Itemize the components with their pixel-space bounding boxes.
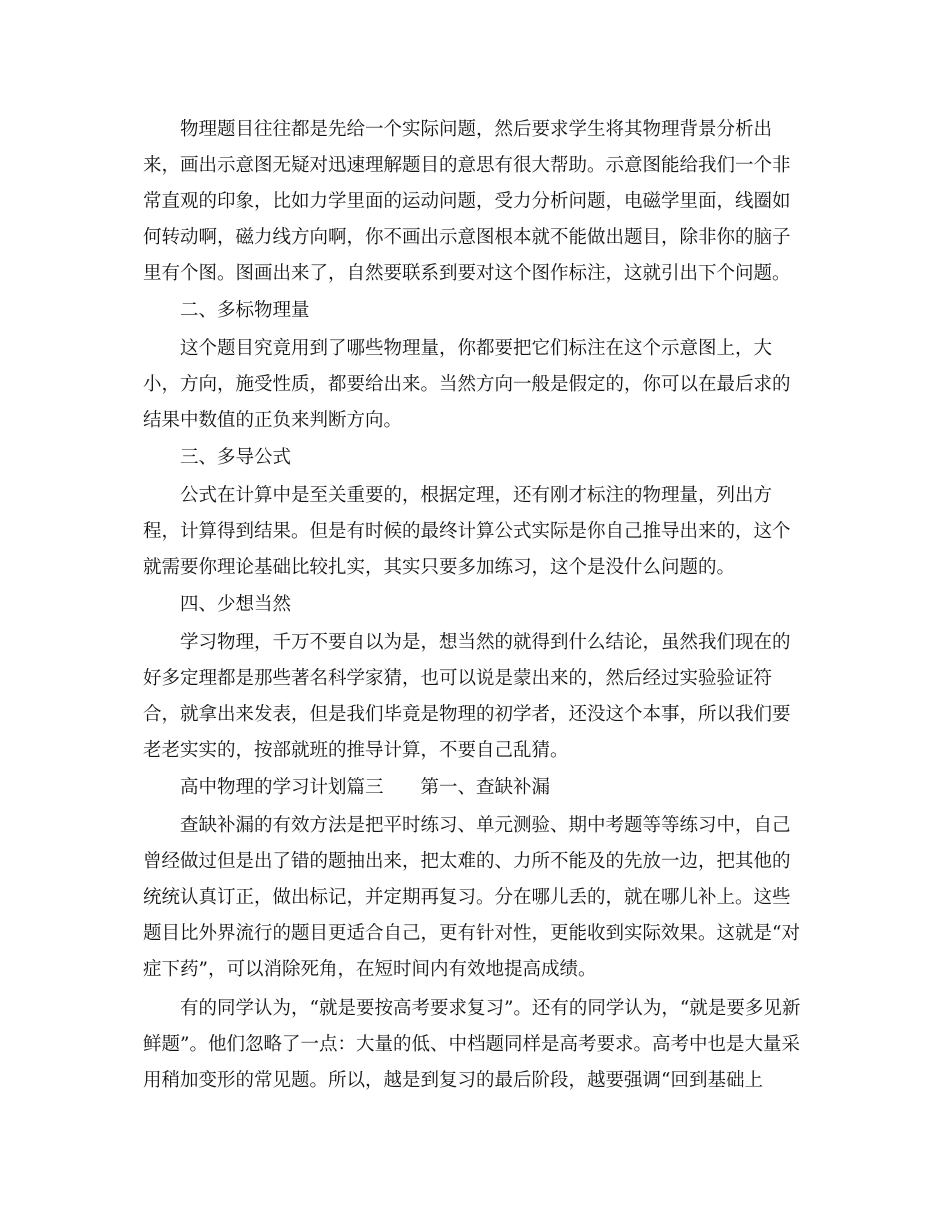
section-heading: 四、少想当然 — [180, 594, 292, 615]
paragraph-line: 来，画出示意图无疑对迅速理解题目的意思有很大帮助。示意图能给我们一个非 — [143, 155, 791, 176]
paragraph-line: 物理题目往往都是先给一个实际问题，然后要求学生将其物理背景分析出 — [180, 119, 773, 140]
paragraph-line: 学习物理，千万不要自以为是，想当然的就得到什么结论，虽然我们现在的 — [180, 632, 791, 653]
paragraph-line: 程，计算得到结果。但是有时候的最终计算公式实际是你自己推导出来的，这个 — [143, 521, 791, 542]
paragraph-line: 小，方向，施受性质，都要给出来。当然方向一般是假定的，你可以在最后求的 — [143, 374, 791, 395]
paragraph-line: 用稍加变形的常见题。所以，越是到复习的最后阶段，越要强调“回到基础上 — [143, 1070, 763, 1091]
paragraph-line: 结果中数值的正负来判断方向。 — [143, 410, 403, 431]
paragraph-line: 有的同学认为，“就是要按高考要求复习”。还有的同学认为，“就是要多见新 — [180, 998, 801, 1019]
paragraph-line: 统统认真订正，做出标记，并定期再复习。分在哪儿丢的，就在哪儿补上。这些 — [143, 887, 791, 908]
paragraph-line: 就需要你理论基础比较扎实，其实只要多加练习，这个是没什么问题的。 — [143, 557, 736, 578]
paragraph-line: 合，就拿出来发表，但是我们毕竟是物理的初学者，还没这个本事，所以我们要 — [143, 704, 791, 725]
paragraph-line: 鲜题”。他们忽略了一点：大量的低、中档题同样是高考要求。高考中也是大量采 — [143, 1034, 800, 1055]
paragraph-line: 查缺补漏的有效方法是把平时练习、单元测验、期中考题等等练习中，自己 — [180, 815, 791, 836]
paragraph-line: 曾经做过但是出了错的题抽出来，把太难的、力所不能及的先放一边，把其他的 — [143, 851, 791, 872]
paragraph-line: 老老实实的，按部就班的推导计算，不要自己乱猜。 — [143, 740, 569, 761]
paragraph-line: 题目比外界流行的题目更适合自己，更有针对性，更能收到实际效果。这就是“对 — [143, 923, 800, 944]
paragraph-line: 公式在计算中是至关重要的，根据定理，还有刚才标注的物理量，列出方 — [180, 485, 773, 506]
paragraph-line: 症下药”，可以消除死角，在短时间内有效地提高成绩。 — [143, 959, 597, 980]
section-heading: 高中物理的学习计划篇三 第一、查缺补漏 — [180, 777, 551, 798]
paragraph-line: 里有个图。图画出来了，自然要联系到要对这个图作标注，这就引出下个问题。 — [143, 263, 791, 284]
section-heading: 二、多标物理量 — [180, 300, 310, 321]
paragraph-line: 常直观的印象，比如力学里面的运动问题，受力分析问题，电磁学里面，线圈如 — [143, 191, 791, 212]
section-heading: 三、多导公式 — [180, 447, 292, 468]
paragraph-line: 何转动啊，磁力线方向啊，你不画出示意图根本就不能做出题目，除非你的脑子 — [143, 227, 791, 248]
paragraph-line: 这个题目究竟用到了哪些物理量，你都要把它们标注在这个示意图上，大 — [180, 338, 773, 359]
paragraph-line: 好多定理都是那些著名科学家猜，也可以说是蒙出来的，然后经过实验验证符 — [143, 668, 773, 689]
